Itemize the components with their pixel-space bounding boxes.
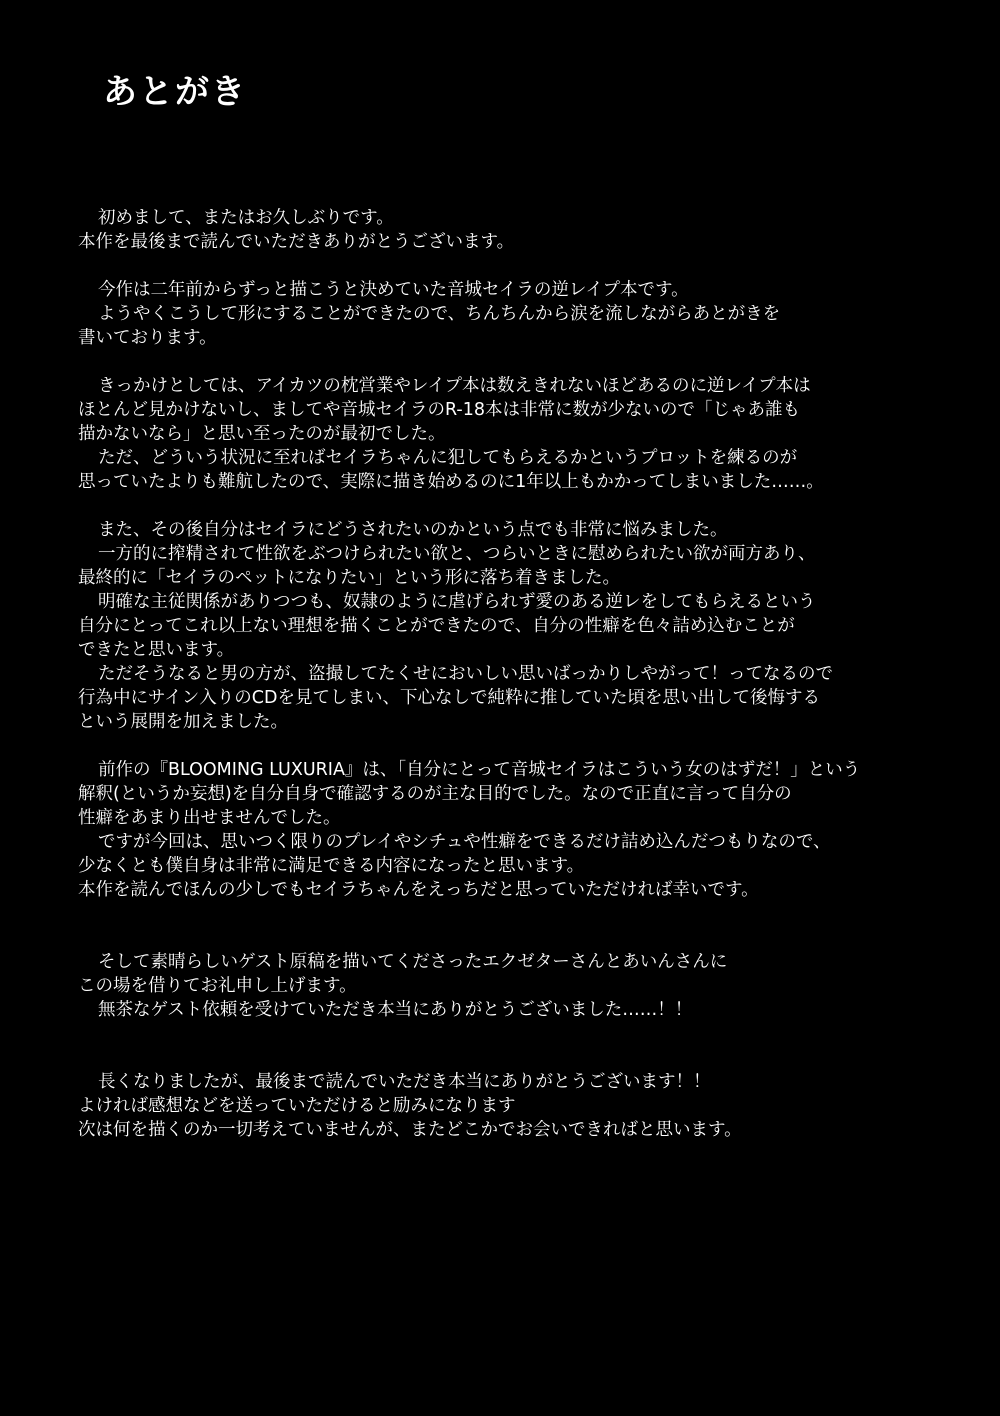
- text-line: ほとんど見かけないし、ましてや音城セイラのR-18本は非常に数が少ないので「じゃあ誰も: [78, 400, 801, 420]
- text-line: そして素晴らしいゲスト原稿を描いてくださったエクゼターさんとあいんさんに: [98, 952, 728, 972]
- page-title: あとがき: [103, 72, 247, 112]
- text-line: 次は何を描くのか一切考えていませんが、またどこかでお会いできればと思います。: [78, 1120, 742, 1140]
- text-line: ただそうなると男の方が、盗撮してたくせにおいしい思いばっかりしやがって！ってなるので: [98, 664, 833, 684]
- text-line: 解釈(というか妄想)を自分自身で確認するのが主な目的でした。なので正直に言って自分の: [78, 784, 792, 804]
- text-line: 長くなりましたが、最後まで読んでいただき本当にありがとうございます！！: [98, 1072, 711, 1092]
- text-line: ようやくこうして形にすることができたので、ちんちんから涙を流しながらあとがきを: [98, 304, 781, 324]
- text-line: よければ感想などを送っていただけると励みになります: [78, 1096, 516, 1116]
- text-line: 性癖をあまり出せませんでした。: [78, 808, 341, 828]
- text-line: きっかけとしては、アイカツの枕営業やレイプ本は数えきれないほどあるのに逆レイプ本は: [98, 376, 811, 396]
- text-line: できたと思います。: [78, 640, 235, 660]
- text-line: 行為中にサイン入りのCDを見てしまい、下心なしで純粋に推していた頃を思い出して後悔する: [78, 688, 820, 708]
- text-line: また、その後自分はセイラにどうされたいのかという点でも非常に悩みました。: [98, 520, 728, 540]
- text-line: 書いております。: [78, 328, 217, 348]
- text-line: 今作は二年前からずっと描こうと決めていた音城セイラの逆レイプ本です。: [98, 280, 689, 300]
- text-line: 思っていたよりも難航したので、実際に描き始めるのに1年以上もかかってしまいました……。: [78, 472, 824, 492]
- text-line: 最終的に「セイラのペットになりたい」という形に落ち着きました。: [78, 568, 620, 588]
- text-line: 自分にとってこれ以上ない理想を描くことができたので、自分の性癖を色々詰め込むことが: [78, 616, 795, 636]
- afterword-body: [78, 206, 958, 1142]
- text-line: ですが今回は、思いつく限りのプレイやシチュや性癖をできるだけ詰め込んだつもりなので、: [98, 832, 831, 852]
- text-line: 明確な主従関係がありつつも、奴隷のように虐げられず愛のある逆レをしてもらえるという: [98, 592, 816, 612]
- text-line: この場を借りてお礼申し上げます。: [78, 976, 357, 996]
- text-line: 前作の『BLOOMING LUXURIA』は、「自分にとって音城セイラはこういう女のはずだ！」という: [98, 760, 861, 780]
- text-line: 無茶なゲスト依頼を受けていただき本当にありがとうございました……！！: [98, 1000, 693, 1020]
- text-line: 少なくとも僕自身は非常に満足できる内容になったと思います。: [78, 856, 585, 876]
- text-line: ただ、どういう状況に至ればセイラちゃんに犯してもらえるかというプロットを練るのが: [98, 448, 798, 468]
- text-line: 本作を読んでほんの少しでもセイラちゃんをえっちだと思っていただければ幸いです。: [78, 880, 759, 900]
- text-line: 描かないなら」と思い至ったのが最初でした。: [78, 424, 446, 444]
- text-line: 本作を最後まで読んでいただきありがとうございます。: [78, 232, 515, 252]
- text-line: という展開を加えました。: [78, 712, 288, 732]
- text-line: 一方的に搾精されて性欲をぶつけられたい欲と、つらいときに慰められたい欲が両方あり、: [98, 544, 816, 564]
- text-line: 初めまして、またはお久しぶりです。: [98, 208, 394, 228]
